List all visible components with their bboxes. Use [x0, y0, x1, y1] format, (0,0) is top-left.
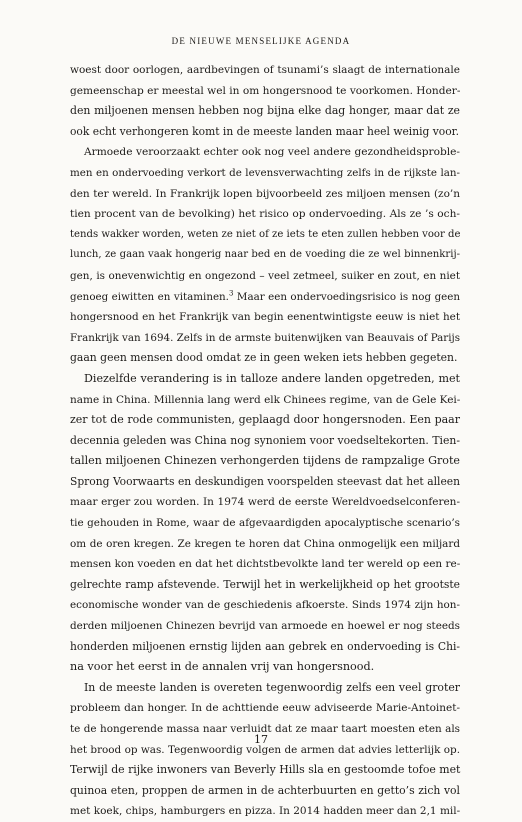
text-line: decennia geleden was China nog synoniem voor voedseltekorten. Tien- — [70, 433, 460, 447]
text-line: zer tot de rode communisten, geplaagd door hongersnoden. Een paar — [70, 413, 460, 427]
text-line — [70, 287, 460, 308]
text-line: gen, is onevenwichtig en ongezond – veel zetmeel, suiker en zout, en niet — [70, 269, 460, 282]
text-line: te de hongerende massa naar verluidt dat ze maar taart moesten eten als — [70, 723, 460, 735]
text-line: Sprong Voorwaarts en deskundigen voorspelden steevast dat het alleen — [70, 474, 460, 488]
page-number: 17 — [254, 733, 268, 746]
text-line: den miljoenen mensen hebben nog bijna elke dag honger, maar dat ze — [70, 104, 460, 118]
text-line: Diezelfde verandering is in talloze andere landen opgetreden, met — [84, 371, 460, 385]
text-line: honderden miljoenen ernstig lijden aan gebrek en ondervoeding is Chi- — [70, 639, 460, 653]
text-line: derden miljoenen Chinezen bevrijd van armoede en hoewel er nog steeds — [70, 620, 460, 633]
text-fragment: genoeg eiwitten en vitaminen. — [70, 290, 229, 303]
text-line: maar erger zou worden. In 1974 werd de eerste Wereldvoedselconferen- — [70, 496, 460, 509]
text-line: probleem dan honger. In de achttiende eeuw adviseerde Marie-Antoinet- — [70, 702, 460, 715]
text-line: gaan geen mensen dood omdat ze in geen weken iets hebben gegeten. — [70, 351, 458, 365]
text-line: om de oren kregen. Ze kregen te horen dat China onmogelijk een miljard — [70, 537, 460, 550]
text-line: men en ondervoeding verkort de levensverwachting zelfs in de rijkste lan- — [70, 166, 460, 179]
text-line: Terwijl de rijke inwoners van Beverly Hills sla en gestoomde tofoe met — [70, 763, 461, 777]
text-line: hongersnood en het Frankrijk van begin eenentwintigste eeuw is niet het — [70, 311, 460, 324]
text-fragment: Maar een ondervoedingsrisico is nog geen — [233, 290, 460, 303]
text-line: tien procent van de bevolking) het risico op ondervoeding. Als ze ’s och- — [70, 208, 460, 221]
text-line: lunch, ze gaan vaak hongerig naar bed en de voeding die ze wel binnenkrij- — [70, 249, 460, 261]
text-line: gelrechte ramp afstevende. Terwijl het in werkelijkheid op het grootste — [70, 577, 460, 591]
text-line: gemeenschap er meestal wel in om hongersnood te voorkomen. Honder- — [70, 84, 461, 97]
text-line: In de meeste landen is overeten tegenwoordig zelfs een veel groter — [84, 680, 460, 694]
text-line: Armoede veroorzaakt echter ook nog veel andere gezondheidsproble- — [84, 146, 460, 159]
text-line: tallen miljoenen Chinezen verhongerden tijdens de rampzalige Grote — [70, 454, 460, 468]
body-text — [70, 60, 460, 822]
text-line: Frankrijk van 1694. Zelfs in de armste buitenwijken van Beauvais of Parijs — [70, 331, 460, 344]
text-line: met koek, chips, hamburgers en pizza. In 2014 hadden meer dan 2,1 mil- — [70, 805, 461, 818]
text-line: quinoa eten, proppen de armen in de achterbuurten en getto’s zich vol — [70, 783, 460, 797]
text-line: na voor het eerst in de annalen vrij van hongersnood. — [70, 660, 375, 674]
text-line: tie gehouden in Rome, waar de afgevaardigden apocalyptische scenario’s — [70, 517, 460, 530]
text-line: tends wakker worden, weten ze niet of ze iets te eten zullen hebben voor de — [70, 228, 461, 240]
text-line: het brood op was. Tegenwoordig volgen de armen dat advies letterlijk op. — [70, 743, 460, 756]
text-line: ook echt verhongeren komt in de meeste landen maar heel weinig voor. — [70, 124, 459, 138]
text-line: economische wonder van de geschiedenis afkoerste. Sinds 1974 zijn hon- — [70, 599, 460, 612]
text-line: mensen kon voeden en dat het dichtstbevolkte land ter wereld op een re- — [70, 558, 461, 571]
running-header: DE NIEUWE MENSELIJKE AGENDA — [171, 36, 351, 46]
text-line: name in China. Millennia lang werd elk Chinees regime, van de Gele Kei- — [70, 393, 461, 406]
text-line: den ter wereld. In Frankrijk lopen bijvoorbeeld zes miljoen mensen (zo’n — [70, 187, 460, 200]
footnote-marker: 3 — [228, 289, 234, 298]
text-line: woest door oorlogen, aardbevingen of tsunami’s slaagt de internationale — [70, 64, 460, 76]
